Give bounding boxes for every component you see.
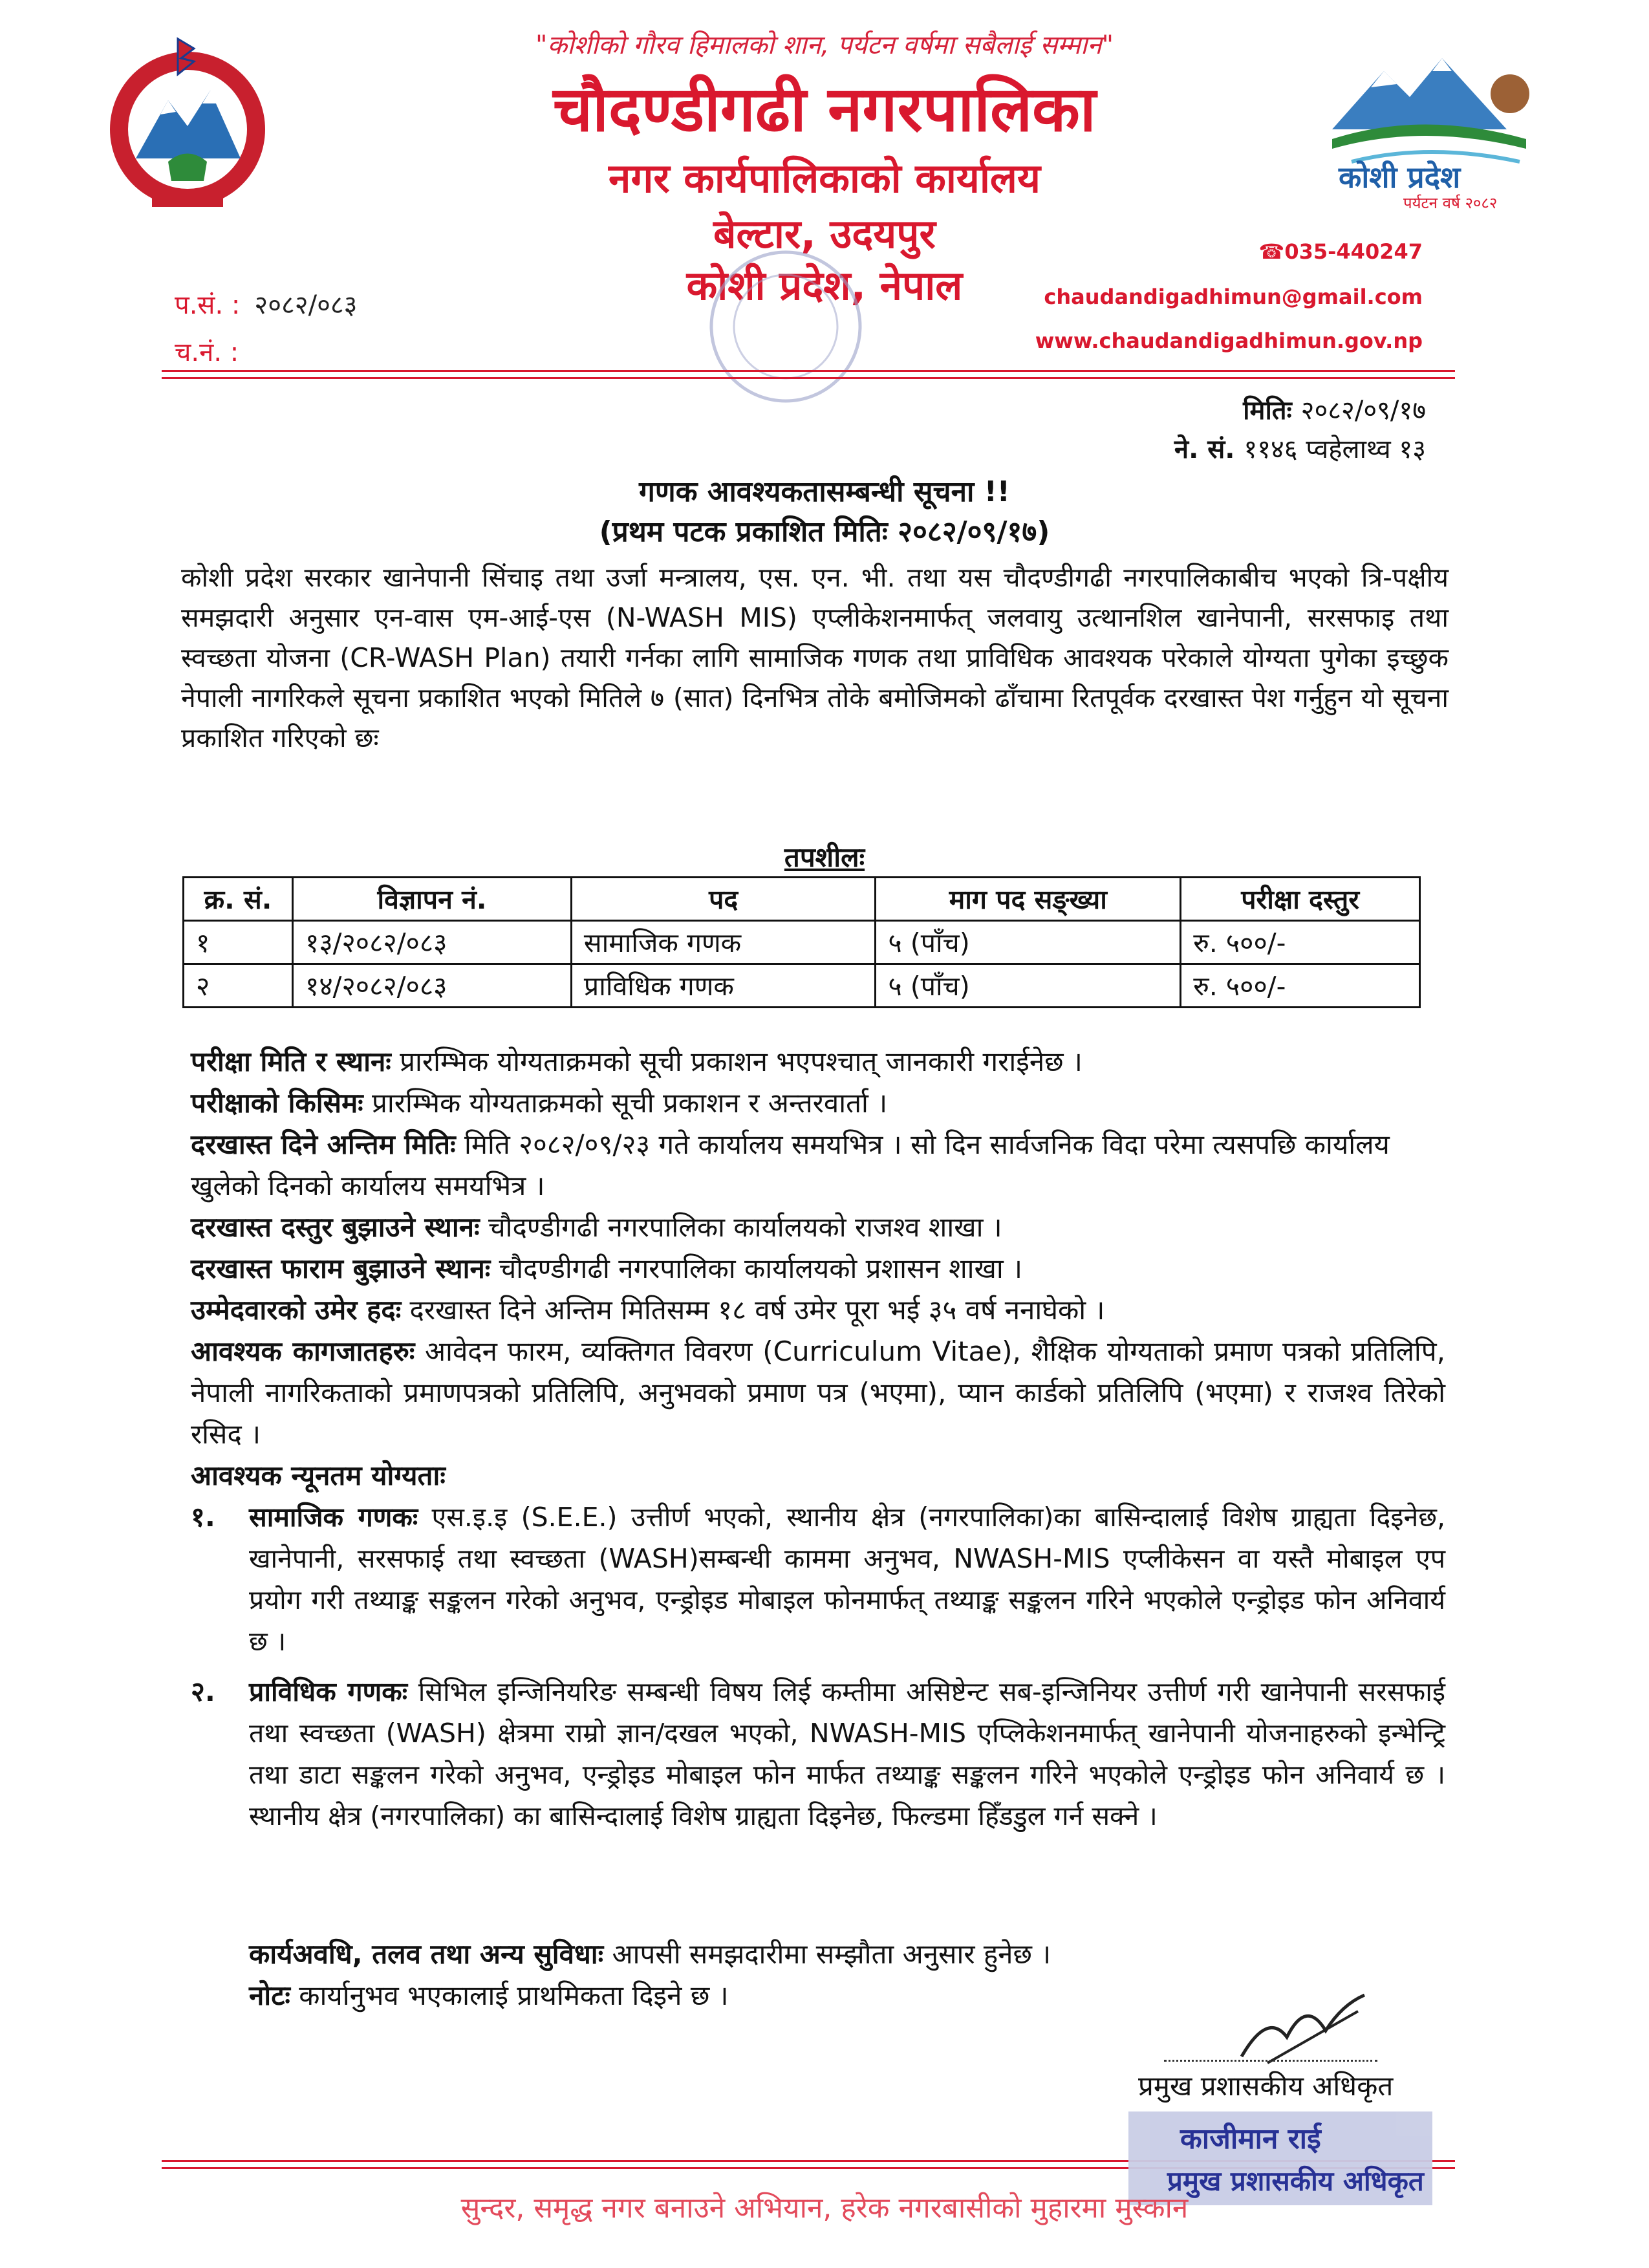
- notice-date: मितिः २०८२/०९/१७: [1243, 396, 1426, 426]
- column-header: परीक्षा दस्तुर: [1181, 878, 1420, 921]
- email-address: chaudandigadhimun@gmail.com: [1044, 285, 1423, 309]
- notice-title: गणक आवश्यकतासम्बन्धी सूचना !!: [639, 475, 1010, 508]
- qualification-2-number: २.: [191, 1676, 215, 1707]
- website-url: www.chaudandigadhimun.gov.np: [1035, 329, 1423, 353]
- office-address: बेल्टार, उदयपुर: [713, 210, 936, 257]
- table-cell: सामाजिक गणक: [571, 921, 875, 964]
- table-cell: प्राविधिक गणक: [571, 964, 875, 1008]
- signature-line: [1164, 2060, 1377, 2062]
- qualification-1-number: १.: [191, 1501, 215, 1533]
- office-stamp-seal: [705, 246, 867, 407]
- age-limit-line: उम्मेदवारको उमेर हदः दरखास्त दिने अन्तिम मितिसम्म १८ वर्ष उमेर पूरा भई ३५ वर्ष ननाघेको ।: [191, 1294, 1105, 1326]
- koshi-logo-text: कोशी प्रदेश: [1339, 160, 1461, 195]
- tenure-line: कार्यअवधि, तलव तथा अन्य सुविधाः आपसी समझदारीमा सम्झौता अनुसार हुनेछ ।: [249, 1938, 1051, 1970]
- table-row: [184, 921, 1420, 964]
- footer-slogan: सुन्दर, समृद्ध नगर बनाउने अभियान, हरेक नगरबासीको मुहारमा मुस्कान: [460, 2192, 1189, 2225]
- intro-paragraph: कोशी प्रदेश सरकार खानेपानी सिंचाइ तथा उर्जा मन्त्रालय, एस. एन. भी. तथा यस चौदण्डीगढी नगरपालिकाबीच भएको त्रि-पक्षीय समझदारी अनुसार एन-वास एम-आई-एस (N-WASH MIS) एप्लीकेशनमार्फत् जलवायु उत्थानशिल खानेपानी, सरसफाइ तथा स्वच्छता योजना (CR-WASH Plan) तयारी गर्नका लागि सामाजिक गणक तथा प्राविधिक आवश्यक परेकाले योग्यता पुगेका इच्छुक नेपाली नागरिकले सूचना प्रकाशित भएको मितिले ७ (सात) दिनभित्र तोके बमोजिमको ढाँचामा रितपूर्वक दरखास्त पेश गर्नुहुन यो सूचना प्रकाशित गरिएको छः: [181, 562, 1449, 753]
- column-header: पद: [571, 878, 875, 921]
- table-cell: ५ (पाँच): [876, 964, 1181, 1008]
- table-cell: ५ (पाँच): [876, 921, 1181, 964]
- phone-number: ☎035-440247: [1258, 239, 1423, 264]
- column-header: विज्ञापन नं.: [293, 878, 572, 921]
- qualification-1: सामाजिक गणकः एस.इ.इ (S.E.E.) उत्तीर्ण भएको, स्थानीय क्षेत्र (नगरपालिका)का बासिन्दालाई विशेष ग्राह्यता दिइनेछ, खानेपानी, सरसफाई तथा स्वच्छता (WASH)सम्बन्धी काममा अनुभव, NWASH-MIS एप्लीकेसन वा यस्तै मोबाइल एप प्रयोग गरी तथ्याङ्क सङ्कलन गरेको अनुभव, एन्ड्रोइड मोबाइल फोनमार्फत् तथ्याङ्क सङ्कलन गरिने भएकोले एन्ड्रोइड फोन अनिवार्य छ ।: [249, 1502, 1445, 1657]
- note-line: नोटः कार्यानुभव भएकालाई प्राथमिकता दिइने छ ।: [249, 1980, 729, 2011]
- column-header: क्र. सं.: [184, 878, 293, 921]
- table-cell: रु. ५००/-: [1181, 964, 1420, 1008]
- reference-number: प.सं. : २०८२/०८३: [175, 290, 358, 320]
- office-name: नगर कार्यपालिकाको कार्यालय: [609, 155, 1040, 202]
- notice-subtitle: (प्रथम पटक प्रकाशित मितिः २०८२/०९/१७): [599, 515, 1050, 548]
- koshi-province-logo: [1313, 32, 1546, 213]
- table-cell: १: [184, 921, 293, 964]
- municipality-name: चौदण्डीगढी नगरपालिका: [553, 73, 1096, 146]
- exam-type-line: परीक्षाको किसिमः प्रारम्भिक योग्यताक्रमको सूची प्रकाशन र अन्तरवार्ता ।: [191, 1087, 888, 1119]
- table-header-row: [184, 878, 1420, 921]
- stamp-officer-name: काजीमान राई: [1180, 2122, 1321, 2155]
- handwritten-signature: [1229, 1985, 1384, 2069]
- table-row: [184, 964, 1420, 1008]
- vacancy-table: [182, 876, 1421, 1008]
- fee-place-line: दरखास्त दस्तुर बुझाउने स्थानः चौदण्डीगढी नगरपालिका कार्यालयको राजश्व शाखा ।: [191, 1211, 1002, 1243]
- koshi-logo-sub: पर्यटन वर्ष २०८२: [1403, 194, 1498, 212]
- nepal-sambat-date: ने. सं. ११४६ प्वहेलाथ्व १३: [1174, 435, 1426, 464]
- qualification-2: प्राविधिक गणकः सिभिल इन्जिनियरिङ सम्बन्धी विषय लिई कम्तीमा असिष्टेन्ट सब-इन्जिनियर उत्तीर्ण गरी खानेपानी सरसफाई तथा स्वच्छता (WASH) क्षेत्रमा राम्रो ज्ञान/दखल भएको, NWASH-MIS एप्लिकेशनमार्फत् खानेपानी योजनाहरुको इन्भेन्ट्रि तथा डाटा सङ्कलन गरेको अनुभव, एन्ड्रोइड मोबाइल फोन मार्फत तथ्याङ्क सङ्कलन गरिने भएकोले एन्ड्रोइड फोन अनिवार्य छ । स्थानीय क्षेत्र (नगरपालिका) का बासिन्दालाई विशेष ग्राह्यता दिइनेछ, फिल्डमा हिँडडुल गर्न सक्ने ।: [249, 1676, 1445, 1831]
- province-line: कोशी प्रदेश, नेपाल: [686, 262, 963, 309]
- dispatch-number: च.नं. :: [175, 338, 239, 367]
- column-header: माग पद सङ्ख्या: [876, 878, 1181, 921]
- qualification-heading: आवश्यक न्यूनतम योग्यताः: [191, 1460, 446, 1491]
- form-place-line: दरखास्त फाराम बुझाउने स्थानः चौदण्डीगढी नगरपालिका कार्यालयको प्रशासन शाखा ।: [191, 1253, 1023, 1284]
- deadline-line: दरखास्त दिने अन्तिम मितिः मिति २०८२/०९/२३ गते कार्यालय समयभित्र । सो दिन सार्वजनिक विदा परेमा त्यसपछि कार्यालय खुलेको दिनको कार्यालय समयभित्र ।: [191, 1129, 1390, 1202]
- table-cell: रु. ५००/-: [1181, 921, 1420, 964]
- schedule-heading: तपशीलः: [784, 841, 865, 873]
- table-cell: २: [184, 964, 293, 1008]
- required-documents: आवश्यक कागजातहरुः आवेदन फारम, व्यक्तिगत विवरण (Curriculum Vitae), शैक्षिक योग्यताको प्रमाण पत्रको प्रतिलिपि, नेपाली नागरिकताको प्रमाणपत्रको प्रतिलिपि, अनुभवको प्रमाण पत्र (भएमा), प्यान कार्डको प्रतिलिपि (भएमा) र राजश्व तिरेको रसिद ।: [191, 1335, 1446, 1450]
- header-divider: [162, 370, 1455, 379]
- exam-date-line: परीक्षा मिति र स्थानः प्रारम्भिक योग्यताक्रमको सूची प्रकाशन भएपश्चात् जानकारी गराईनेछ ।: [191, 1046, 1083, 1077]
- signatory-title: प्रमुख प्रशासकीय अधिकृत: [1138, 2070, 1394, 2102]
- stamp-officer-title: प्रमुख प्रशासकीय अधिकृत: [1167, 2165, 1424, 2197]
- header-slogan: "कोशीको गौरव हिमालको शान, पर्यटन वर्षमा सबैलाई सम्मान": [535, 30, 1114, 60]
- table-cell: १४/२०८२/०८३: [293, 964, 572, 1008]
- table-cell: १३/२०८२/०८३: [293, 921, 572, 964]
